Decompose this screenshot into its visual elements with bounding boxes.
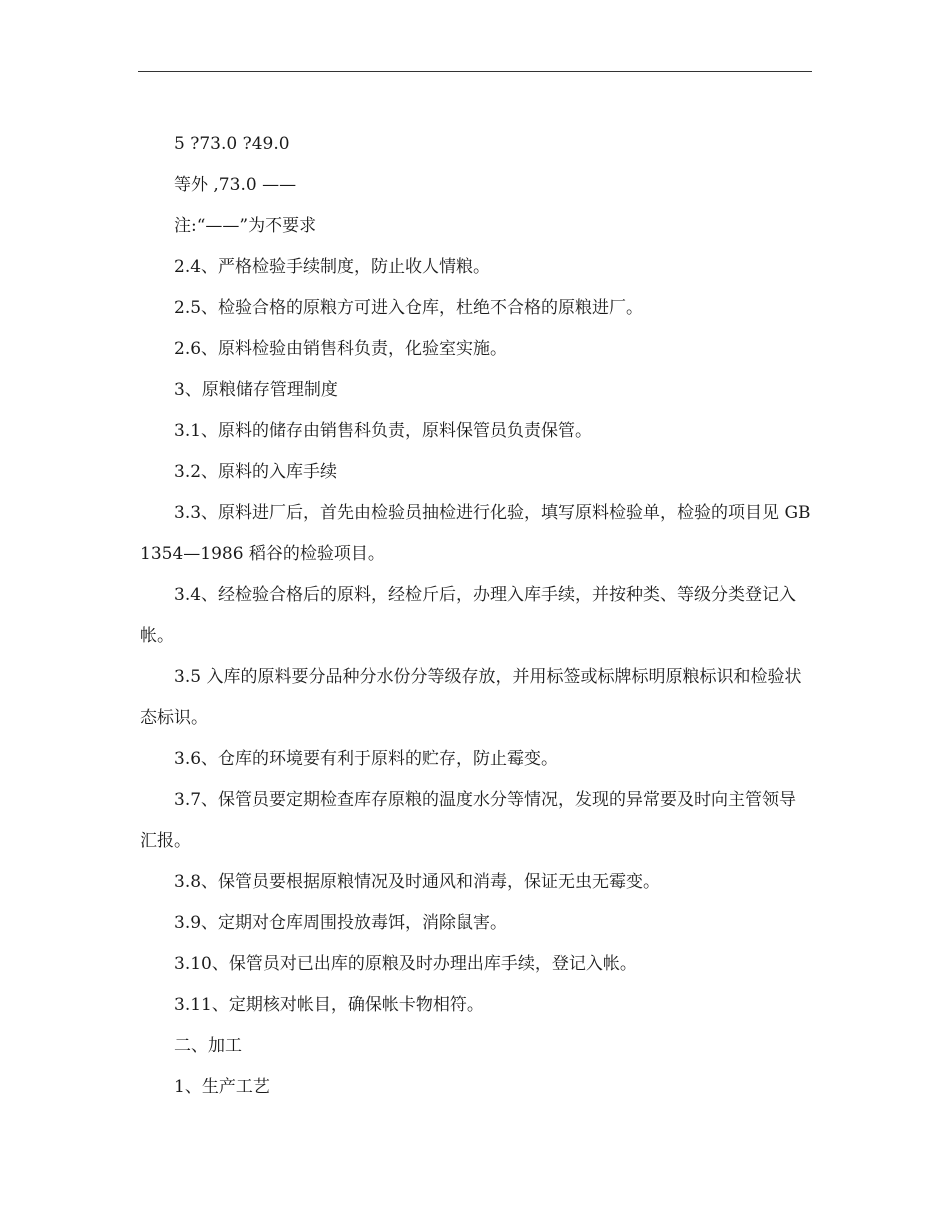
header-rule (138, 71, 812, 72)
paragraph-2-6: 2.6、原料检验由销售科负责，化验室实施。 (174, 339, 508, 359)
paragraph-note: 注:“——”为不要求 (174, 216, 317, 236)
subsection-heading-production-process: 1、生产工艺 (174, 1077, 270, 1097)
paragraph-3-8: 3.8、保管员要根据原粮情况及时通风和消毒，保证无虫无霉变。 (174, 872, 661, 892)
paragraph-3-6: 3.6、仓库的环境要有利于原料的贮存，防止霉变。 (174, 749, 559, 769)
section-heading-3: 3、原粮储存管理制度 (174, 380, 338, 400)
paragraph-grade-other-row: 等外 ,73.0 —— (174, 175, 297, 195)
paragraph-3-5: 3.5 入库的原料要分品种分水份分等级存放，并用标签或标牌标明原粮标识和检验状态标识。 (140, 667, 802, 728)
paragraph-2-5: 2.5、检验合格的原粮方可进入仓库，杜绝不合格的原粮进厂。 (174, 298, 644, 318)
paragraph-2-4: 2.4、严格检验手续制度，防止收人情粮。 (174, 257, 491, 277)
section-heading-processing: 二、加工 (174, 1036, 242, 1056)
paragraph-3-4: 3.4、经检验合格后的原料，经检斤后，办理入库手续，并按种类、等级分类登记入帐。 (140, 585, 797, 646)
paragraph-grade-5-row: 5 ?73.0 ?49.0 (174, 134, 290, 154)
paragraph-3-9: 3.9、定期对仓库周围投放毒饵，消除鼠害。 (174, 913, 508, 933)
document-body (140, 124, 812, 1108)
paragraph-3-11: 3.11、定期核对帐目，确保帐卡物相符。 (174, 995, 484, 1015)
paragraph-3-3: 3.3、原料进厂后，首先由检验员抽检进行化验，填写原料检验单，检验的项目见 GB1354—1986 稻谷的检验项目。 (140, 503, 811, 564)
paragraph-3-2: 3.2、原料的入库手续 (174, 462, 338, 482)
paragraph-3-10: 3.10、保管员对已出库的原粮及时办理出库手续，登记入帐。 (174, 954, 637, 974)
paragraph-3-7: 3.7、保管员要定期检查库存原粮的温度水分等情况，发现的异常要及时向主管领导汇报。 (140, 790, 797, 851)
paragraph-3-1: 3.1、原料的储存由销售科负责，原料保管员负责保管。 (174, 421, 593, 441)
